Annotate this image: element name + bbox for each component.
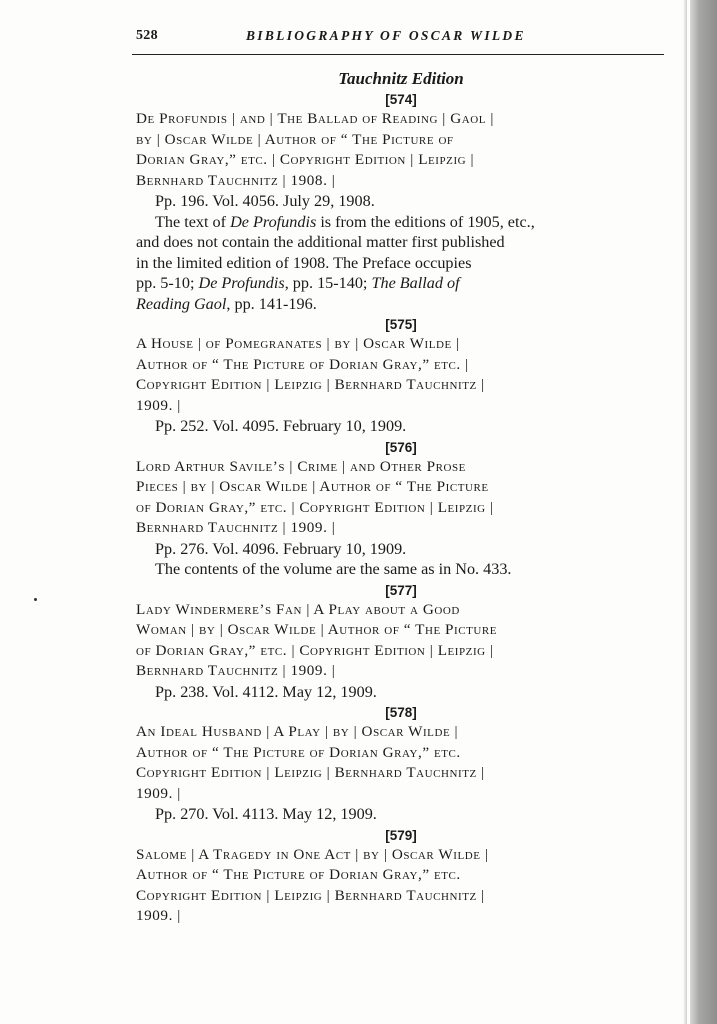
entry-number: [579] (385, 827, 417, 843)
entry-title-line: An Ideal Husband | A Play | by | Oscar Wilde | (136, 723, 459, 740)
entry-number: [577] (385, 582, 417, 598)
entry-title-line: Bernhard Tauchnitz | 1909. | (136, 662, 336, 679)
entry-details: Pp. 270. Vol. 4113. May 12, 1909. (155, 805, 377, 823)
section-title: Tauchnitz Edition (338, 69, 464, 88)
entry-577 (136, 582, 666, 703)
entry-title-line: Woman | by | Oscar Wilde | Author of “ The Picture (136, 621, 498, 638)
entry-details: Pp. 252. Vol. 4095. February 10, 1909. (155, 417, 407, 435)
entry-note-line: in the limited edition of 1908. The Preface occupies (136, 253, 472, 272)
entry-title-line: Copyright Edition | Leipzig | Bernhard Tauchnitz | (136, 376, 485, 393)
entry-note-line: pp. 5-10; De Profundis, pp. 15-140; The Ballad of (136, 274, 460, 292)
entry-title-line: Dorian Gray,” etc. | Copyright Edition | Leipzig | (136, 151, 475, 168)
entry-number: [574] (385, 92, 417, 107)
entry-title-line: Copyright Edition | Leipzig | Bernhard Tauchnitz | (136, 886, 485, 904)
entry-574 (136, 91, 666, 314)
entry-title-line: Pieces | by | Oscar Wilde | Author of “ The Picture (136, 478, 489, 495)
entry-details: Pp. 276. Vol. 4096. February 10, 1909. (155, 539, 407, 558)
entry-title-line: by | Oscar Wilde | Author of “ The Picture of (136, 130, 454, 148)
entry-title-line: De Profundis | and | The Ballad of Reading | Gaol | (136, 110, 494, 127)
entry-title-line: Copyright Edition | Leipzig | Bernhard Tauchnitz | (136, 764, 485, 781)
page-content (136, 26, 666, 927)
margin-speck (34, 598, 37, 601)
entry-note-line: The text of De Profundis is from the editions of 1905, etc., (155, 212, 535, 231)
running-title: BIBLIOGRAPHY OF OSCAR WILDE (246, 28, 526, 43)
entry-title-line: Bernhard Tauchnitz | 1909. | (136, 519, 336, 536)
entry-number: [575] (385, 317, 417, 332)
entry-579 (136, 827, 666, 927)
header-rule (132, 54, 664, 55)
entry-575 (136, 316, 666, 437)
page-edge-line (683, 0, 687, 1024)
entry-note-line: Reading Gaol, pp. 141-196. (136, 294, 317, 313)
page-number: 528 (136, 28, 158, 43)
entry-title-line: A House | of Pomegranates | by | Oscar Wilde | (136, 335, 460, 352)
entry-578 (136, 704, 666, 825)
entry-details: Pp. 238. Vol. 4112. May 12, 1909. (155, 682, 377, 701)
entry-number: [576] (385, 439, 417, 455)
entry-title-line: Author of “ The Picture of Dorian Gray,” etc. (136, 743, 461, 761)
entry-title-line: 1909. | (136, 907, 181, 924)
entry-title-line: of Dorian Gray,” etc. | Copyright Edition | Leipzig | (136, 498, 494, 516)
entry-number: [578] (385, 705, 417, 720)
entry-title-line: 1909. | (136, 396, 181, 414)
entry-title-line: Bernhard Tauchnitz | 1908. | (136, 171, 336, 189)
entry-title-line: of Dorian Gray,” etc. | Copyright Edition | Leipzig | (136, 641, 494, 659)
running-head (136, 26, 666, 48)
entry-title-line: 1909. | (136, 784, 181, 802)
entry-title-line: Lord Arthur Savile’s | Crime | and Other Prose (136, 457, 466, 475)
entry-details: Pp. 196. Vol. 4056. July 29, 1908. (155, 192, 375, 210)
entry-note-line: The contents of the volume are the same as in No. 433. (155, 560, 512, 578)
entry-576 (136, 439, 666, 580)
entry-title-line: Author of “ The Picture of Dorian Gray,” etc. | (136, 355, 469, 373)
entry-title-line: Author of “ The Picture of Dorian Gray,” etc. (136, 866, 461, 883)
entry-note-line: and does not contain the additional matter first published (136, 233, 505, 251)
entry-title-line: Salome | A Tragedy in One Act | by | Oscar Wilde | (136, 845, 489, 863)
page-gutter-shadow (690, 0, 717, 1024)
entry-title-line: Lady Windermere’s Fan | A Play about a Good (136, 600, 460, 618)
